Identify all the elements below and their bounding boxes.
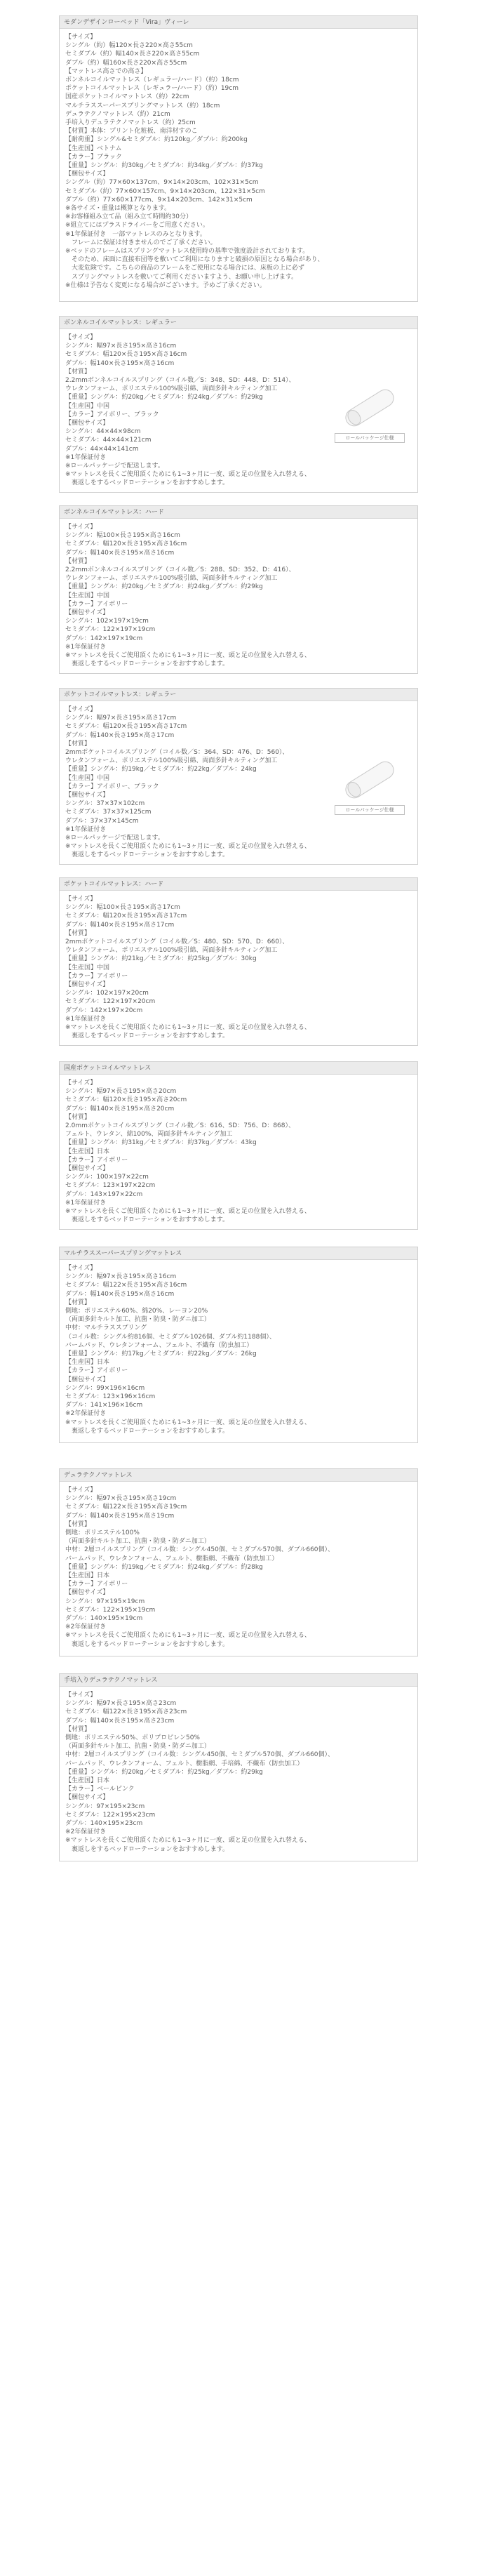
spec-line: 2mmポケットコイルスプリング（コイル数／S：364、SD：476、D：560）、	[65, 749, 289, 757]
spec-line: 中材：2層コイルスプリング（コイル数：シングル450個、セミダブル570個、ダブル660個）、	[65, 1546, 335, 1554]
spec-line: 【カラー】ベールピンク	[65, 1786, 135, 1793]
spec-box-domestic-pocket	[59, 1061, 418, 1230]
spec-line: シングル：102×197×20cm	[65, 990, 149, 997]
spec-line: シングル：幅97×長さ195×高さ16cm	[65, 343, 177, 350]
rolled-mattress-image	[335, 384, 405, 432]
spec-line: ウレタンフォーム、ポリエステル100%吸引綿、両面多針キルティング加工	[65, 575, 278, 583]
spec-line: シングル：幅97×長さ195×高さ19cm	[65, 1495, 177, 1503]
spec-line: 【重量】シングル：約20kg／セミダブル：約24kg／ダブル：約29kg	[65, 583, 263, 591]
spec-line: ダブル：幅140×長さ195×高さ19cm	[65, 1512, 175, 1520]
section-body	[60, 1075, 417, 1228]
spec-line: ※ベッドのフレームはスプリングマットレス使用時の基準で強度設計されております。	[65, 248, 309, 255]
spec-line: 大変危険です。こちらの商品のフレームをご使用になる場合には、床板の上に必ず	[65, 265, 304, 272]
spec-line: 【材質】	[65, 1725, 91, 1733]
spec-line: ※ロールパッケージで配送します。	[65, 835, 164, 842]
spec-line: ※1年保証付き	[65, 643, 107, 651]
section-title: ポケットコイルマットレス：ハード	[60, 878, 417, 891]
spec-line: ※1年保証付き	[65, 453, 107, 461]
spec-line: ※マットレスを長くご使用頂くためにも1~3ヶ月に一度、頭と足の位置を入れ替える、	[65, 652, 311, 660]
spec-line: 裏返しをするベッドローテーションをおすすめします。	[65, 1845, 229, 1853]
spec-line: 【重量】シングル：約20kg／セミダブル：約25kg／ダブル：約29kg	[65, 1768, 263, 1776]
spec-line: スプリングマットレスを敷いてご利用くださいますよう、お願い申し上げます。	[65, 273, 298, 281]
spec-line: セミダブル：37×37×125cm	[65, 809, 152, 816]
spec-line: バームパッド、ウレタンフォーム、フェルト、樹脂網、手培綿、不織布（防虫加工）	[65, 1760, 304, 1767]
spec-line: 【重量】シングル：約30kg／セミダブル：約34kg／ダブル：約37kg	[65, 162, 263, 170]
spec-line: ダブル：幅140×長さ195×高さ17cm	[65, 731, 175, 739]
section-body	[60, 891, 417, 1044]
spec-line: 裏返しをするベッドローテーションをおすすめします。	[65, 479, 229, 487]
spec-line: ダブル：44×44×141cm	[65, 445, 139, 453]
spec-line: 2.0mmポケットコイルスプリング（コイル数／S：616、SD：756、D：868）、	[65, 1122, 295, 1130]
spec-line: セミダブル：122×197×20cm	[65, 998, 156, 1006]
spec-line: 【サイズ】	[65, 706, 97, 713]
spec-line: ダブル：幅140×長さ195×高さ16cm	[65, 549, 175, 557]
spec-line: ウレタンフォーム、ポリエステル100%吸引綿、両面多針キルティング加工	[65, 947, 278, 955]
spec-line: セミダブル：123×197×22cm	[65, 1182, 156, 1190]
spec-line: シングル：100×197×22cm	[65, 1174, 149, 1181]
spec-line: ダブル：幅140×長さ195×高さ16cm	[65, 359, 175, 367]
spec-line: 2.2mmボンネルコイルスプリング（コイル数／S：288、SD：352、D：416）、	[65, 566, 295, 574]
spec-line: ※マットレスを長くご使用頂くためにも1~3ヶ月に一度、頭と足の位置を入れ替える、	[65, 1208, 311, 1216]
spec-line: ダブル：140×195×19cm	[65, 1615, 143, 1623]
spec-line: 【梱包サイズ】	[65, 420, 109, 427]
section-title: マルチラススーパースプリングマットレス	[60, 1247, 417, 1260]
spec-line: フレームに保証は付きませんのでご了承ください。	[65, 239, 217, 246]
spec-line: シングル：97×195×19cm	[65, 1598, 145, 1605]
spec-line: ※2年保証付き	[65, 1410, 107, 1418]
spec-line: セミダブル：幅122×長さ195×高さ19cm	[65, 1503, 187, 1511]
section-title: ボンネルコイルマットレス：レギュラー	[60, 317, 417, 329]
image-caption: ロールパッケージ仕様	[335, 805, 405, 815]
spec-box-bonnell-regular	[59, 316, 418, 493]
spec-line: ダブル：幅140×長さ195×高さ17cm	[65, 921, 175, 929]
spec-line: 【耐荷重】シングル&セミダブル：約120kg／ダブル：約200kg	[65, 136, 248, 144]
spec-line: 【重量】シングル：約19kg／セミダブル：約22kg／ダブル：24kg	[65, 766, 257, 774]
spec-line: 【材質】	[65, 368, 91, 376]
spec-line: 中材：マルチラススプリング	[65, 1324, 147, 1332]
spec-line: 【カラー】アイボリー、ブラック	[65, 411, 159, 418]
spec-line: 【生産国】ベトナム	[65, 145, 122, 152]
spec-line: ダブル（約）77×60×177cm、9×14×203cm、142×31×5cm	[65, 196, 253, 204]
spec-line: ※1年保証付き	[65, 825, 107, 833]
spec-line: シングル：幅100×長さ195×高さ17cm	[65, 904, 180, 912]
spec-line: ダブル：幅140×長さ195×高さ20cm	[65, 1105, 175, 1113]
spec-line: ウレタンフォーム、ポリエステル100%吸引綿、両面多針キルティング加工	[65, 757, 278, 765]
spec-line: ウレタンフォーム、ポリエステル100%吸引綿、両面多針キルティング加工	[65, 385, 278, 393]
spec-box-vira	[59, 15, 418, 302]
spec-line: シングル：102×197×19cm	[65, 618, 149, 625]
spec-line: セミダブル：幅120×長さ195×高さ17cm	[65, 723, 187, 731]
spec-line: セミダブル：幅122×長さ195×高さ16cm	[65, 1282, 187, 1289]
spec-line: バームパッド、ウレタンフォーム、フェルト、樹脂網、不織布（防虫加工）	[65, 1555, 278, 1562]
spec-line: ダブル：140×195×23cm	[65, 1820, 143, 1828]
spec-box-duratechno	[59, 1468, 418, 1657]
spec-line: 【重量】シングル：約19kg／セミダブル：約24kg／ダブル：約28kg	[65, 1563, 263, 1571]
spec-line: 【重量】シングル：約31kg／セミダブル：約37kg／ダブル：43kg	[65, 1139, 257, 1147]
spec-line: セミダブル（約）幅140×長さ220×高さ55cm	[65, 51, 200, 58]
spec-line: セミダブル：122×195×23cm	[65, 1811, 156, 1819]
spec-line: シングル：幅97×長さ195×高さ17cm	[65, 715, 177, 722]
spec-line: 【カラー】アイボリー、ブラック	[65, 783, 159, 790]
section-title: ポケットコイルマットレス：レギュラー	[60, 689, 417, 701]
spec-line: 【材質】	[65, 1113, 91, 1121]
spec-line: シングル：幅100×長さ195×高さ16cm	[65, 532, 180, 540]
spec-line: 【梱包サイズ】	[65, 171, 109, 178]
spec-line: 【材質】本体：プリント化粧板、南洋材すのこ	[65, 128, 198, 135]
spec-line: シングル：幅97×長さ195×高さ16cm	[65, 1273, 177, 1281]
spec-line: 【カラー】アイボリー	[65, 1367, 128, 1375]
spec-line: 2mmポケットコイルスプリング（コイル数／S：480、SD：570、D：660）、	[65, 938, 289, 946]
spec-line: 【生産国】日本	[65, 1777, 110, 1785]
spec-line: 【生産国】中国	[65, 774, 110, 782]
spec-line: （コイル数：シングル約816個、セミダブル1026個、ダブル約1188個）、	[65, 1333, 276, 1341]
spec-line: セミダブル：幅120×長さ195×高さ16cm	[65, 351, 187, 359]
spec-line: デュラテクノマットレス（約）21cm	[65, 110, 170, 118]
spec-line: そのため、床面に直接布団等を敷いてご利用になりますと破損の原因となる場合があり、	[65, 256, 324, 264]
spec-line: ダブル：142×197×19cm	[65, 635, 143, 642]
spec-line: ※1年保証付き	[65, 1015, 107, 1023]
spec-line: 裏返しをするベッドローテーションをおすすめします。	[65, 1427, 229, 1435]
spec-line: 【生産国】中国	[65, 402, 110, 410]
spec-line: シングル：幅97×長さ195×高さ23cm	[65, 1700, 177, 1708]
spec-line: 裏返しをするベッドローテーションをおすすめします。	[65, 1640, 229, 1648]
spec-line: ダブル：幅140×長さ195×高さ23cm	[65, 1717, 175, 1725]
spec-line: 中材：2層コイルスプリング（コイル数：シングル450個、セミダブル570個、ダブル660個）、	[65, 1751, 335, 1759]
spec-line: シングル：44×44×98cm	[65, 428, 141, 436]
spec-line: セミダブル：123×196×16cm	[65, 1393, 156, 1401]
spec-line: 【生産国】日本	[65, 1572, 110, 1580]
spec-line: ※ロールパッケージで配送します。	[65, 463, 164, 470]
section-title: ボンネルコイルマットレス：ハード	[60, 506, 417, 519]
spec-line: 【カラー】アイボリー	[65, 1156, 128, 1164]
spec-line: 裏返しをするベッドローテーションをおすすめします。	[65, 1033, 229, 1040]
spec-line: 【サイズ】	[65, 896, 97, 903]
spec-line: 【材質】	[65, 1520, 91, 1528]
section-body	[60, 1482, 417, 1653]
image-caption: ロールパッケージ仕様	[335, 433, 405, 443]
spec-box-pocket-regular	[59, 688, 418, 865]
spec-line: フェルト、ウレタン、綿100%、両面多針キルティング加工	[65, 1131, 233, 1138]
spec-line: 裏返しをするベッドローテーションをおすすめします。	[65, 1216, 229, 1224]
spec-line: 側地：ポリエステル100%	[65, 1529, 140, 1537]
spec-line: 【梱包サイズ】	[65, 1589, 109, 1597]
section-title: 手培入りデュラテクノマットレス	[60, 1674, 417, 1687]
section-title: デュラテクノマットレス	[60, 1469, 417, 1482]
spec-line: 【サイズ】	[65, 1265, 97, 1272]
spec-line: セミダブル：幅120×長さ195×高さ16cm	[65, 540, 187, 548]
spec-line: セミダブル：122×197×19cm	[65, 626, 156, 634]
spec-line: 側地：ポリエステル50%、ポリプロピレン50%	[65, 1734, 200, 1742]
spec-line: ※マットレスを長くご使用頂くためにも1~3ヶ月に一度、頭と足の位置を入れ替える、	[65, 843, 311, 851]
spec-line: 【サイズ】	[65, 1080, 97, 1087]
spec-line: 【梱包サイズ】	[65, 1165, 109, 1173]
spec-line: ※仕様は予告なく変更になる場合がございます。予めご了承ください。	[65, 281, 266, 289]
spec-box-multilath	[59, 1247, 418, 1443]
section-body	[60, 29, 417, 294]
spec-line: 【サイズ】	[65, 334, 97, 341]
spec-line: セミダブル（約）77×60×157cm、9×14×203cm、122×31×5cm	[65, 187, 265, 195]
spec-line: 【材質】	[65, 929, 91, 937]
spec-line: ダブル：幅140×長さ195×高さ16cm	[65, 1290, 175, 1298]
spec-line: ※2年保証付き	[65, 1828, 107, 1836]
spec-box-duratechno-plus	[59, 1673, 418, 1861]
spec-line: ※マットレスを長くご使用頂くためにも1~3ヶ月に一度、頭と足の位置を入れ替える、	[65, 1632, 311, 1640]
spec-line: セミダブル：44×44×121cm	[65, 437, 152, 444]
spec-line: 【生産国】日本	[65, 1148, 110, 1155]
spec-line: セミダブル：122×195×19cm	[65, 1606, 156, 1614]
spec-line: ※マットレスを長くご使用頂くためにも1~3ヶ月に一度、頭と足の位置を入れ替える、	[65, 1837, 311, 1845]
spec-line: ※マットレスを長くご使用頂くためにも1~3ヶ月に一度、頭と足の位置を入れ替える、	[65, 1024, 311, 1032]
spec-line: 【カラー】アイボリー	[65, 600, 128, 608]
spec-line: 【サイズ】	[65, 524, 97, 531]
spec-line: （両面多針キルト加工、抗菌・防臭・防ダニ加工）	[65, 1538, 210, 1546]
spec-line: 手培入りデュラテクノマットレス（約）25cm	[65, 119, 196, 127]
spec-line: セミダブル：幅120×長さ195×高さ20cm	[65, 1096, 187, 1104]
spec-line: ※お客様組み立て品（組み立て時間約30分）	[65, 213, 192, 221]
spec-line: 【サイズ】	[65, 1487, 97, 1494]
spec-line: 【カラー】アイボリー	[65, 1581, 128, 1588]
spec-line: ダブル：37×37×145cm	[65, 817, 139, 825]
spec-box-pocket-hard	[59, 877, 418, 1046]
spec-line: 側地：ポリエステル60%、綿20%、レーヨン20%	[65, 1308, 208, 1315]
spec-line: マルチラススーパースプリングマットレス（約）18cm	[65, 102, 220, 109]
spec-line: 【重量】シングル：約17kg／セミダブル：約22kg／ダブル：26kg	[65, 1350, 257, 1358]
spec-box-bonnell-hard	[59, 505, 418, 674]
spec-line: 【サイズ】	[65, 1692, 97, 1699]
section-title: モダンデザインローベッド「Vira」ヴィーレ	[60, 16, 417, 29]
spec-line: シングル（約）77×60×137cm、9×14×203cm、102×31×5cm	[65, 179, 259, 187]
spec-line: セミダブル：幅122×長さ195×高さ23cm	[65, 1708, 187, 1716]
section-title: 国産ポケットコイルマットレス	[60, 1062, 417, 1075]
spec-line: ダブル（約）幅160×長さ220×高さ55cm	[65, 59, 187, 67]
spec-line: ポケットコイルマットレス（レギュラー/ハード）（約）19cm	[65, 85, 238, 93]
spec-line: ※2年保証付き	[65, 1624, 107, 1631]
spec-line: シングル：99×196×16cm	[65, 1384, 145, 1392]
spec-line: 【梱包サイズ】	[65, 1794, 109, 1802]
spec-line: （両面多針キルト加工、抗菌・防臭・防ダニ加工）	[65, 1743, 210, 1751]
spec-line: 【生産国】日本	[65, 1359, 110, 1367]
spec-line: 【重量】シングル：約21kg／セミダブル：約25kg／ダブル：30kg	[65, 955, 257, 963]
spec-line: ダブル：143×197×22cm	[65, 1190, 143, 1198]
spec-line: ※マットレスを長くご使用頂くためにも1~3ヶ月に一度、頭と足の位置を入れ替える、	[65, 1419, 311, 1426]
spec-line: 【梱包サイズ】	[65, 981, 109, 989]
section-body	[60, 1260, 417, 1440]
spec-line: ※各サイズ・重量は概算となります。	[65, 205, 171, 213]
spec-line: シングル：97×195×23cm	[65, 1802, 145, 1810]
section-body	[60, 519, 417, 672]
spec-line: 【生産国】中国	[65, 592, 110, 599]
spec-line: 【梱包サイズ】	[65, 1376, 109, 1383]
spec-line: ボンネルコイルマットレス（レギュラー/ハード）（約）18cm	[65, 77, 239, 84]
spec-line: シングル：幅97×長さ195×高さ20cm	[65, 1088, 177, 1096]
spec-line: 裏返しをするベッドローテーションをおすすめします。	[65, 660, 229, 668]
spec-line: 【重量】シングル：約20kg／セミダブル：約24kg／ダブル：約29kg	[65, 394, 263, 401]
spec-line: 【マットレス高さでの高さ】	[65, 67, 147, 75]
spec-line: 【サイズ】	[65, 34, 97, 41]
spec-line: 国産ポケットコイルマットレス（約）22cm	[65, 93, 189, 101]
spec-line: セミダブル：幅120×長さ195×高さ17cm	[65, 912, 187, 920]
spec-line: シングル：37×37×102cm	[65, 800, 145, 808]
spec-line: 裏返しをするベッドローテーションをおすすめします。	[65, 851, 229, 859]
spec-line: 【材質】	[65, 740, 91, 748]
spec-line: （両面多針キルト加工、抗菌・防臭・防ダニ加工）	[65, 1316, 210, 1324]
spec-line: 【梱包サイズ】	[65, 792, 109, 799]
spec-line: 【カラー】アイボリー	[65, 972, 128, 980]
spec-line: ※1年保証付き	[65, 1199, 107, 1207]
spec-line: ※1年保証付き 一部マットレスのみとなります。	[65, 230, 206, 238]
spec-line: 【梱包サイズ】	[65, 609, 109, 617]
spec-line: シングル（約）幅120×長さ220×高さ55cm	[65, 42, 193, 50]
spec-line: バームパッド、ウレタンフォーム、フェルト、不織布（防虫加工）	[65, 1341, 253, 1349]
spec-line: ダブル：142×197×20cm	[65, 1007, 143, 1014]
rolled-mattress-image	[335, 756, 405, 804]
spec-line: 2.2mmボンネルコイルスプリング（コイル数／S：348、SD：448、D：514）、	[65, 377, 295, 385]
spec-line: 【カラー】ブラック	[65, 153, 122, 161]
spec-line: 【材質】	[65, 557, 91, 565]
spec-line: 【生産国】中国	[65, 964, 110, 971]
spec-line: 【材質】	[65, 1299, 91, 1306]
section-body	[60, 1687, 417, 1858]
spec-line: ※組立てにはプラスドライバーをご用意ください。	[65, 222, 209, 230]
spec-line: ダブル：141×196×16cm	[65, 1402, 143, 1409]
spec-line: ※マットレスを長くご使用頂くためにも1~3ヶ月に一度、頭と足の位置を入れ替える、	[65, 471, 311, 479]
